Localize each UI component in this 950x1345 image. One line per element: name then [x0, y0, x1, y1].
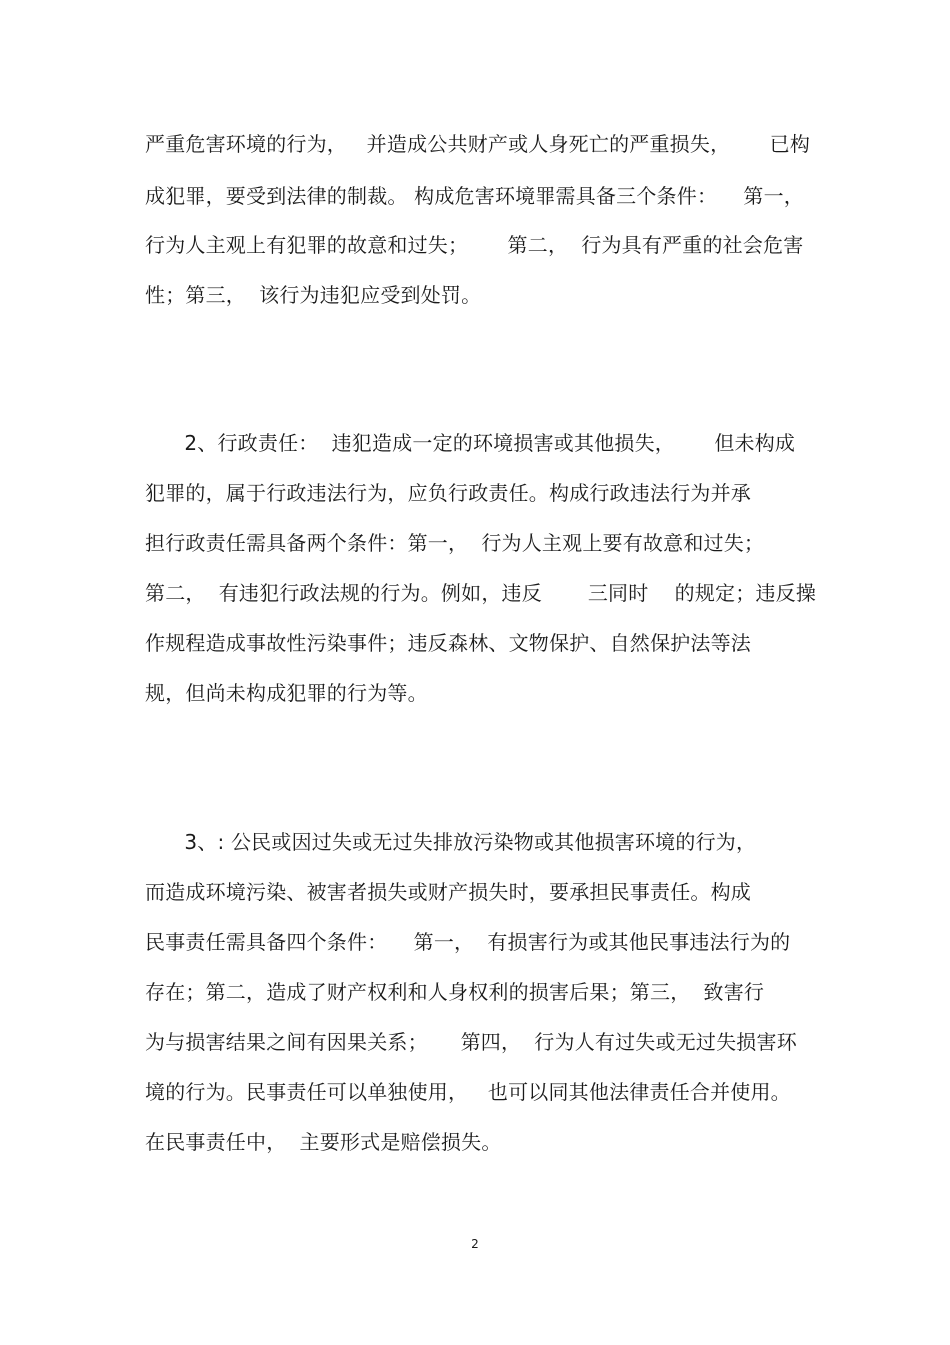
paragraph-line: 境的行为。民事责任可以单独使用， 也可以同其他法律责任合并使用。	[145, 1080, 791, 1104]
paragraph-line: 作规程造成事故性污染事件；违反森林、文物保护、自然保护法等法	[145, 631, 751, 655]
paragraph-line: 成犯罪，要受到法律的制裁。 构成危害环境罪需具备三个条件： 第一，	[145, 184, 804, 208]
paragraph-line: 2、行政责任： 违犯造成一定的环境损害或其他损失， 但未构成	[145, 431, 796, 455]
paragraph-line: 民事责任需具备四个条件： 第一， 有损害行为或其他民事违法行为的	[145, 930, 791, 954]
paragraph-line: 规，但尚未构成犯罪的行为等。	[145, 681, 428, 705]
paragraph-line: 严重危害环境的行为， 并造成公共财产或人身死亡的严重损失， 已构	[145, 132, 811, 156]
paragraph-line: 存在；第二，造成了财产权利和人身权利的损害后果；第三， 致害行	[145, 980, 765, 1004]
paragraph-line: 第二， 有违犯行政法规的行为。例如，违反 三同时 的规定；违反操	[145, 581, 817, 605]
paragraph-line: 犯罪的，属于行政违法行为，应负行政责任。构成行政违法行为并承	[145, 481, 751, 505]
paragraph-line: 担行政责任需具备两个条件：第一， 行为人主观上要有故意和过失；	[145, 531, 765, 555]
paragraph-line: 而造成环境污染、被害者损失或财产损失时，要承担民事责任。构成	[145, 880, 751, 904]
paragraph-line: 为与损害结果之间有因果关系； 第四， 行为人有过失或无过失损害环	[145, 1030, 797, 1054]
paragraph-line: 行为人主观上有犯罪的故意和过失； 第二， 行为具有严重的社会危害	[145, 233, 804, 257]
paragraph-line: 3、: 公民或因过失或无过失排放污染物或其他损害环境的行为，	[145, 830, 757, 854]
paragraph-line: 性；第三， 该行为违犯应受到处罚。	[145, 283, 482, 307]
page-number: 2	[471, 1237, 479, 1251]
paragraph-line: 在民事责任中， 主要形式是赔偿损失。	[145, 1130, 502, 1154]
